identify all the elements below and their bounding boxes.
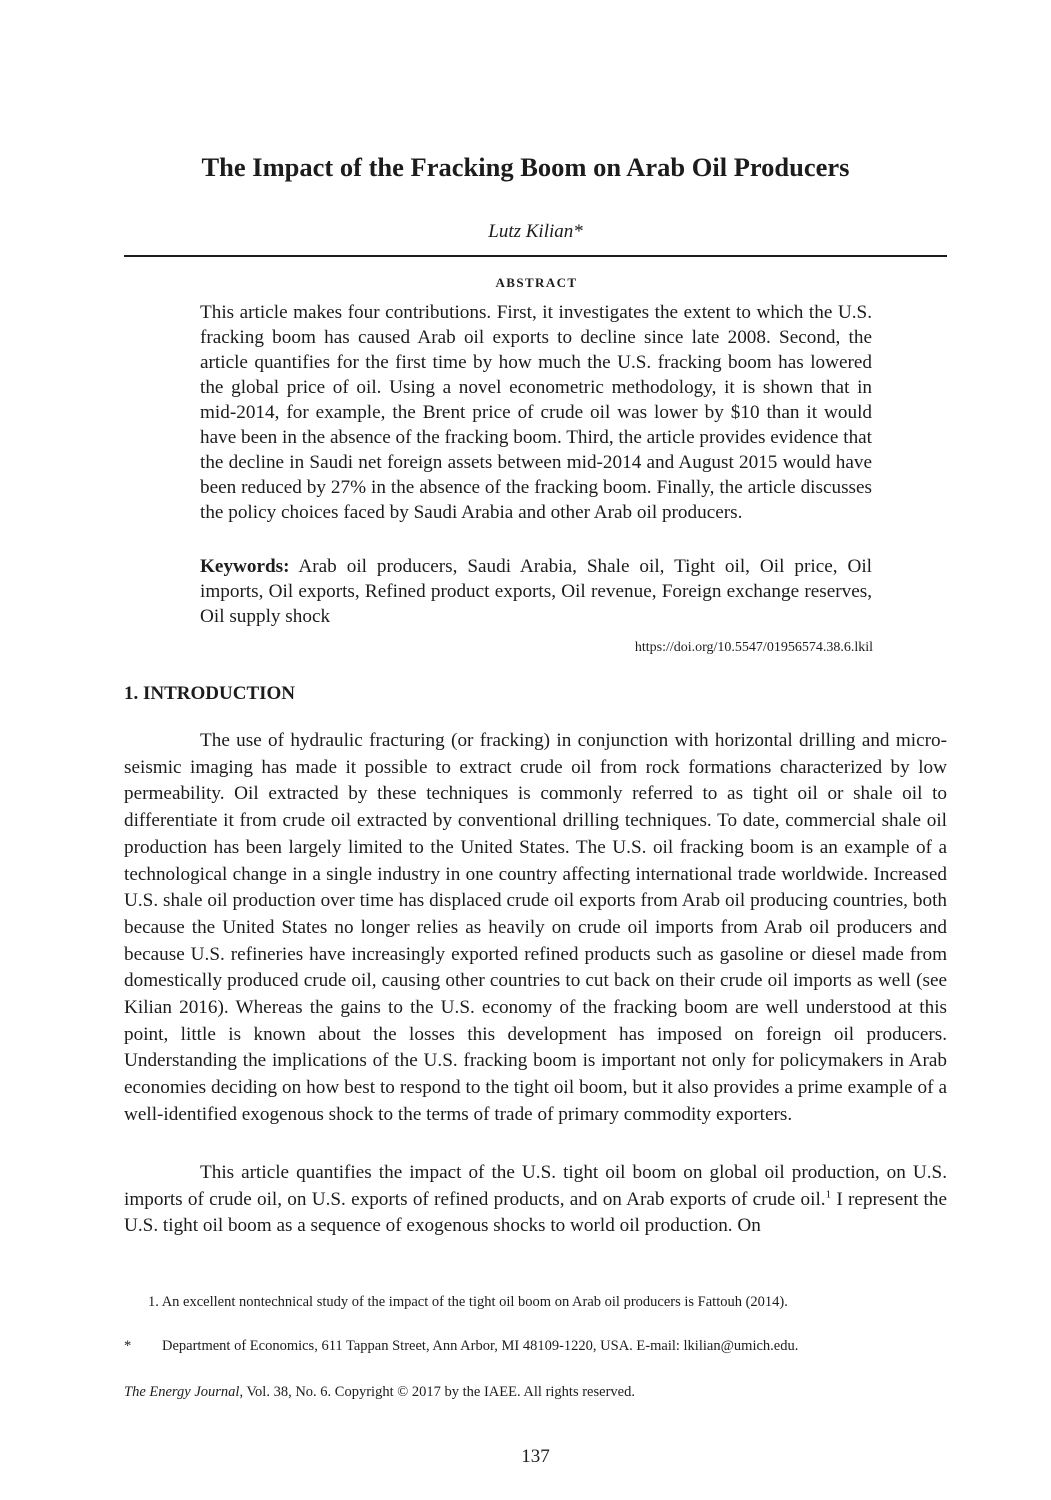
paper-title: The Impact of the Fracking Boom on Arab Oil Producers [201,152,850,182]
doi-link[interactable]: https://doi.org/10.5547/01956574.38.6.lkil [634,640,873,655]
page-number: 137 [521,1446,550,1467]
intro-paragraph-2-end: I represent the U.S. tight oil boom as a sequence of exogenous shocks to world oil production. On [124,1188,947,1237]
author-affiliation-text: Department of Economics, 611 Tappan Street, Ann Arbor, MI 48109-1220, USA. E-mail: lkilian@umich.edu. [162,1338,799,1354]
keywords-label: Keywords: [200,556,290,577]
keywords [200,554,872,629]
journal-info: , Vol. 38, No. 6. Copyright © 2017 by the IAEE. All rights reserved. [239,1384,635,1400]
footnote-1: 1. An excellent nontechnical study of the impact of the tight oil boom on Arab oil producers is Fattouh (2014). [148,1294,788,1310]
author-name: Lutz Kilian* [488,221,583,242]
intro-paragraph-2 [124,1160,947,1240]
abstract-text: This article makes four contributions. First, it investigates the extent to which the U.S. fracking boom has caused Arab oil exports to decline since late 2008. Second, the article quantifies for the first time by how much the U.S. fracking boom has lowered the global price of oil. Using a novel econometric methodology, it is shown that in mid-2014, for example, the Brent price of crude oil was lower by $10 than it would have been in the absence of the fracking boom. Third, the article provides evidence that the decline in Saudi net foreign assets between mid-2014 and August 2015 would have been reduced by 27% in the absence of the fracking boom. Finally, the article discusses the policy choices faced by Saudi Arabia and other Arab oil producers. [200,302,873,523]
footnote-star-marker: * [124,1338,132,1354]
journal-name: The Energy Journal [124,1384,240,1400]
footnote-marker[interactable]: 1 [825,1188,832,1201]
abstract-heading: ABSTRACT [495,275,578,290]
intro-paragraph-1: The use of hydraulic fracturing (or fracking) in conjunction with horizontal drilling and micro-seismic imaging has made it possible to extract crude oil from rock formations characterized by low permeability. Oil extracted by these techniques is commonly referred to as tight oil or shale oil to differentiate it from crude oil extracted by conventional drilling techniques. To date, commercial shale oil production has been largely limited to the United States. The U.S. oil fracking boom is an example of a technological change in a single industry in one country affecting international trade worldwide. Increased U.S. shale oil production over time has displaced crude oil exports from Arab oil producing countries, both because the United States no longer relies as heavily on crude oil imports from Arab oil producers and because U.S. refineries have increasingly exported refined products such as gasoline or diesel made from domestically produced crude oil, causing other countries to cut back on their crude oil imports as well (see Kilian 2016). Whereas the gains to the U.S. economy of the fracking boom are well understood at this point, little is known about the losses this development has imposed on foreign oil producers. Understanding the implications of the U.S. fracking boom is important not only for policymakers in Arab economies deciding on how best to respond to the tight oil boom, but it also provides a prime example of a well-identified exogenous shock to the terms of trade of primary commodity exporters. [124,730,947,1125]
keywords-text: Arab oil producers, Saudi Arabia, Shale oil, Tight oil, Oil price, Oil imports, Oil exports, Refined product exports, Oil revenue, Foreign exchange reserves, Oil supply shock [200,556,872,627]
journal-citation [124,1382,635,1402]
author-affiliation-footnote [124,1336,924,1356]
title-divider [124,255,947,257]
section-heading: 1. INTRODUCTION [124,683,296,704]
intro-paragraph-2-start: This article quantifies the impact of the U.S. tight oil boom on global oil production, on U.S. imports of crude oil, on U.S. exports of refined products, and on Arab exports of crude oil. [124,1162,947,1210]
